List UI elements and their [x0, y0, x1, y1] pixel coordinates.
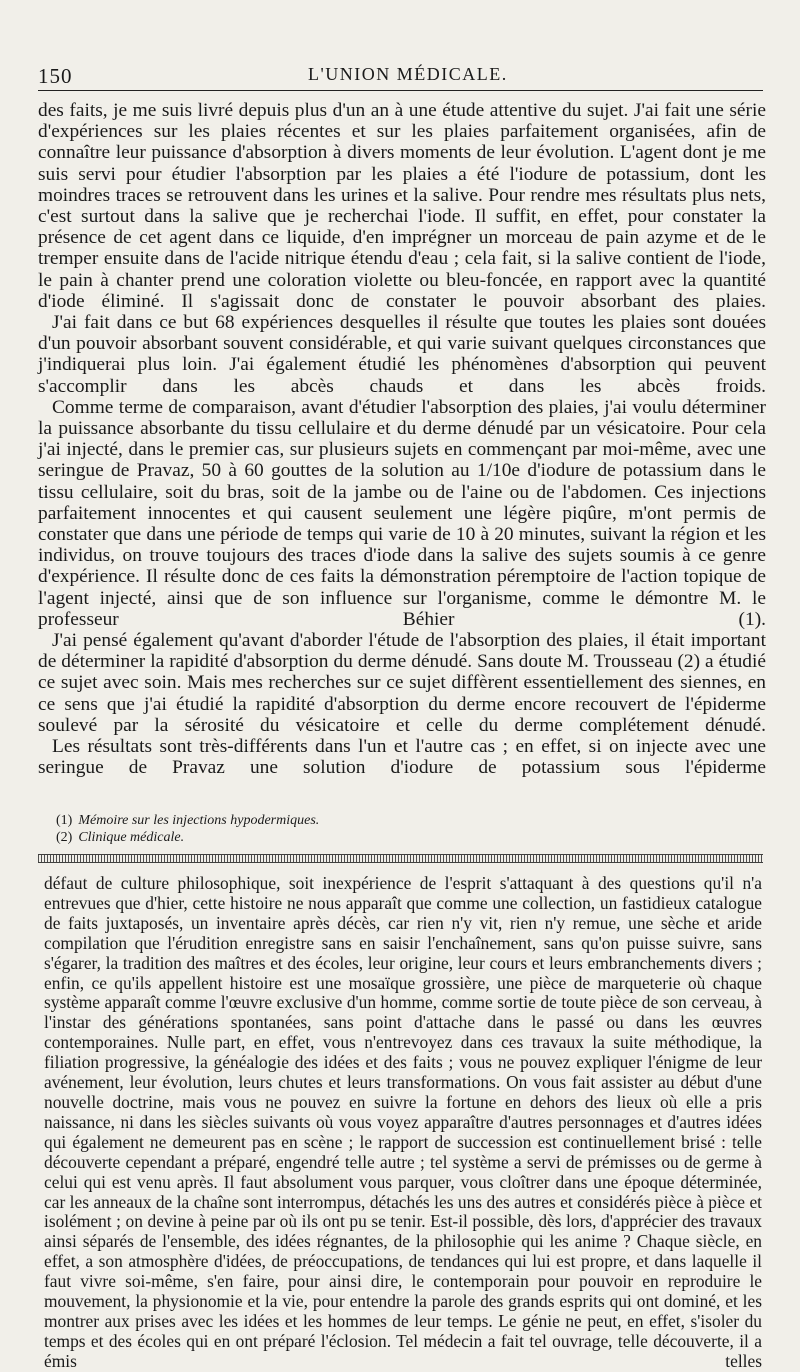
- feuilleton-section: [44, 874, 762, 1372]
- upper-paragraph-3: Comme terme de comparaison, avant d'étudier l'absorption des plaies, j'ai voulu déterminer la puissance absorbante du tissu cellulaire et du derme dénudé par un vésicatoire. Pour cela j'ai injecté, dans le premier cas, sur plusieurs sujets en commençant par moi-même, avec une seringue de Pravaz, 50 à 60 gouttes de la solution au 1/10e d'iodure de potassium dans le tissu cellulaire, soit du bras, soit de la jambe ou de l'aine ou de l'abdomen. Ces injections parfaitement innocentes et qui causent seulement une légère piqûre, m'ont permis de constater que dans une période de temps qui varie de 10 à 20 minutes, suivant la région et les individus, on trouve toujours des traces d'iode dans la salive des sujets soumis à ce genre d'expérience. Il résulte donc de ces faits la démonstration péremptoire de l'action topique de l'agent injecté, ainsi que de son influence sur l'organisme, comme le démontre M. le professeur Béhier (1).: [38, 396, 766, 630]
- running-title: L'UNION MÉDICALE.: [308, 64, 508, 84]
- feuilleton-paragraph: défaut de culture philosophique, soit inexpérience de l'esprit s'attaquant à des questions qu'il n'a entrevues que d'hier, cette histoire ne nous apparaît que comme une collection, un fastidieux catalogue de faits juxtaposés, un inventaire après décès, car rien n'y vit, rien n'y remue, une sèche et aride compilation que l'érudition enregistre sans en saisir l'enchaînement, sans qu'on puisse suivre, sans s'égarer, la tradition des maîtres et des écoles, leur origine, leur cours et leurs embranchements divers ; enfin, ce qu'ils appellent histoire est une mosaïque grossière, une pièce de marqueterie où chaque système apparaît comme l'œuvre exclusive d'un homme, comme sortie de toute pièce de son cerveau, à l'instar des générations spontanées, sans point d'attache dans le passé ou dans les œuvres contemporaines. Nulle part, en effet, vous n'entrevoyez dans ces travaux la suite méthodique, la filiation progressive, la généalogie des idées et des faits ; vous ne pouvez expliquer l'énigme de leur avénement, leur évolution, leurs chutes et leurs transformations. On vous fait assister au début d'une nouvelle doctrine, mais vous ne pouvez en suivre la fortune en dehors des lieux où elle a pris naissance, ni dans les siècles suivants où vous voyez apparaître d'autres personnages et d'autres idées qui également ne demeurent pas en scène ; le rapport de succession est continuellement brisé : telle découverte cependant a préparé, engendré telle autre ; tel système a servi de prémisses ou de germe à celui qui est venu après. Il faut absolument vous parquer, vous cloîtrer dans une époque déterminée, car les anneaux de la chaîne sont interrompus, détachés les uns des autres et considérés pièce à pièce et isolément ; on devine à peine par où ils ont pu se tenir. Est-il possible, dès lors, d'apprécier des travaux ainsi séparés de l'ensemble, des idées régnantes, de la philosophie qui les anime ? Chaque siècle, en effet, a son atmosphère d'idées, de préoccupations, de tendances qui lui est propre, et dans laquelle il faut vivre soi-même, s'en faire, pour ainsi dire, le contemporain pour pouvoir en reproduire le mouvement, la physionomie et la vie, pour entendre la parole des grands esprits qui ont dominé, et les montrer aux prises avec les idées et les hommes de leur temps. Le génie ne peut, en effet, s'isoler du temps et des écoles qui en ont préparé l'éclosion. Tel médecin a fait tel ouvrage, telle découverte, il a émis telles: [44, 873, 762, 1371]
- upper-paragraph-1: des faits, je me suis livré depuis plus d'un an à une étude attentive du sujet. J'ai fait une série d'expériences sur les plaies récentes et sur les plaies parfaitement organisées, afin de connaître leur puissance d'absorption à divers moments de leur évolution. L'agent dont je me suis servi pour étudier l'absorption par les plaies a été l'iodure de potassium, dont les moindres traces se retrouvent dans les urines et la salive. Pour rendre mes résultats plus nets, c'est surtout dans la salive que je recherchai l'iode. Il suffit, en effet, pour constater la présence de cet agent dans ce liquide, d'en imprégner un morceau de pain azyme et de le tremper ensuite dans de l'acide nitrique étendu d'eau ; cela fait, si la salive contient de l'iode, le pain à chanter prend une coloration violette ou bleu-foncée, en rapport avec la quantité d'iode éliminé. Il s'agissait donc de constater le pouvoir absorbant des plaies.: [38, 100, 766, 312]
- footnote-text: Clinique médicale.: [78, 829, 185, 845]
- footnote-text: Mémoire sur les injections hypodermiques.: [78, 813, 320, 828]
- upper-paragraph-2: J'ai fait dans ce but 68 expériences desquelles il résulte que toutes les plaies sont douées d'un pouvoir absorbant souvent considérable, et qui varie suivant quelques circonstances que j'indiquerai plus loin. J'ai également étudié les phénomènes d'absorption qui peuvent s'accomplir dans les abcès chauds et dans les abcès froids.: [38, 312, 766, 397]
- upper-paragraph-4: J'ai pensé également qu'avant d'aborder l'étude de l'absorption des plaies, il était important de déterminer la rapidité d'absorption du derme dénudé. Sans doute M. Trousseau (2) a étudié ce sujet avec soin. Mais mes recherches sur ce sujet diffèrent essentiellement des siennes, en ce sens que j'ai étudié la rapidité d'absorption du derme encore recouvert de l'épiderme soulevé par la sérosité du vésicatoire et celle du derme complétement dénudé.: [38, 630, 766, 736]
- page-header: [38, 58, 760, 88]
- footnote-2: [56, 830, 756, 847]
- upper-article: [38, 100, 766, 779]
- upper-paragraph-5: Les résultats sont très-différents dans l'un et l'autre cas ; en effet, si on injecte avec une seringue de Pravaz une solution d'iodure de potassium sous l'épiderme: [38, 736, 766, 779]
- footnotes: [56, 813, 756, 846]
- footnote-marker: (2): [56, 829, 73, 845]
- footnote-marker: (1): [56, 813, 73, 828]
- page-number: 150: [38, 64, 73, 88]
- feuilleton-separator: [38, 854, 763, 863]
- footnote-1: [56, 813, 756, 830]
- header-rule: [38, 90, 763, 91]
